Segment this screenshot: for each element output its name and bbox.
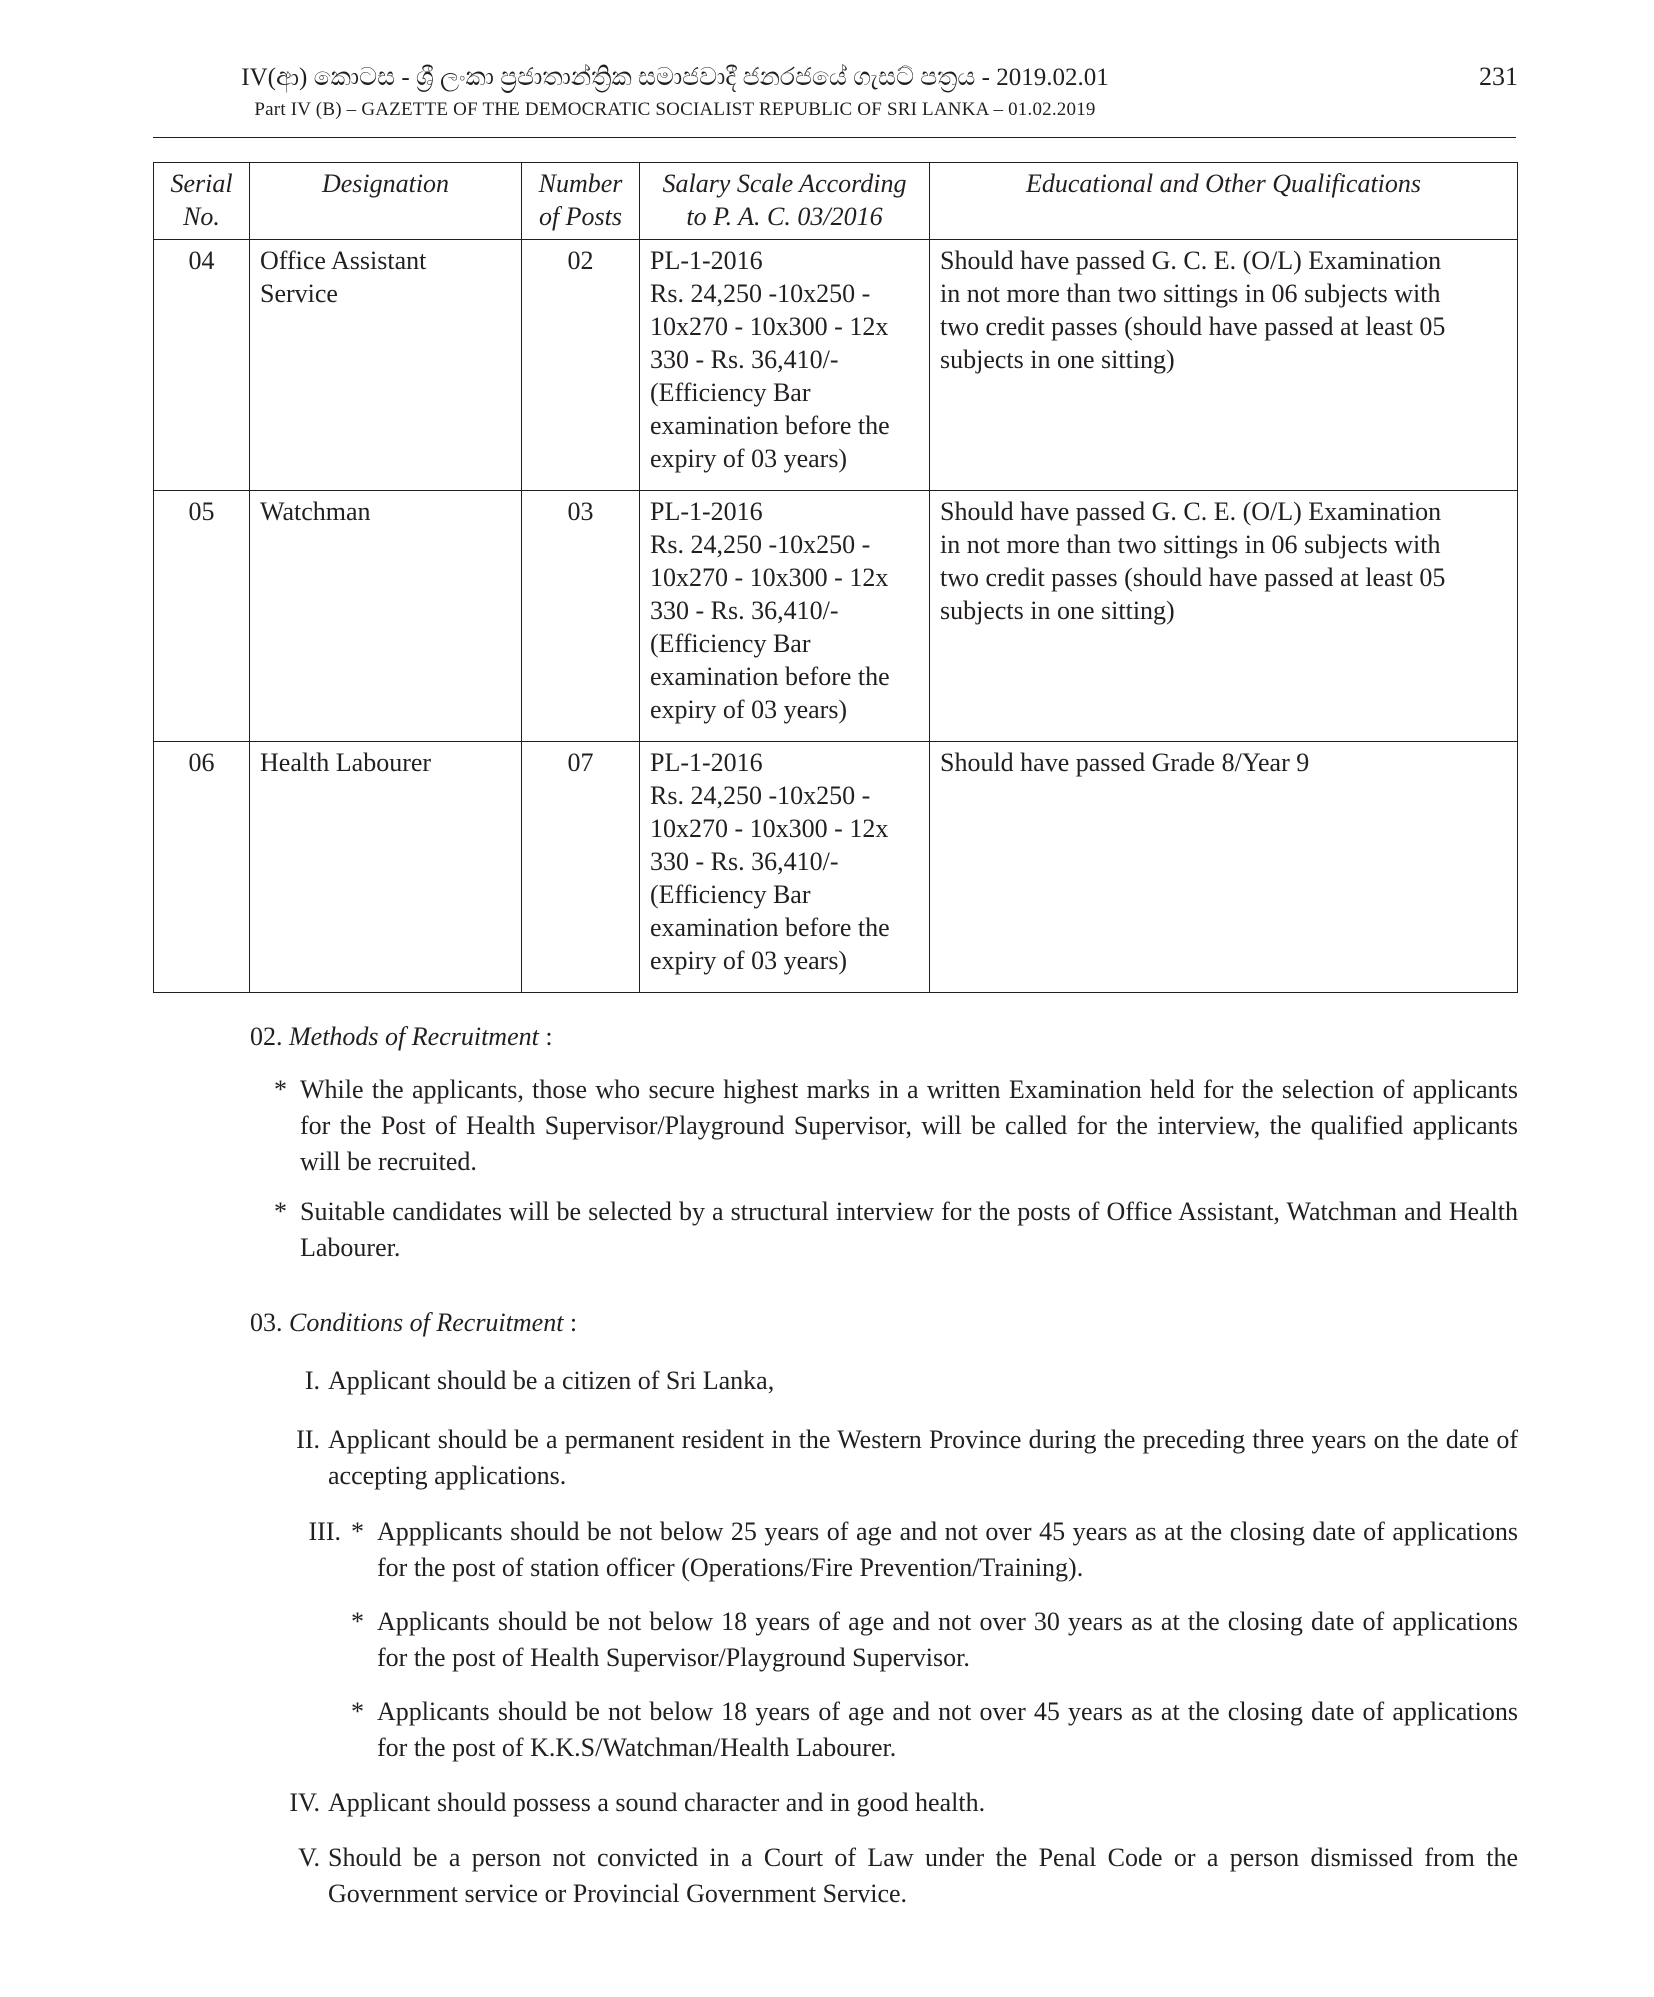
serial-cell: 05 [154,491,250,742]
designation-cell: Office Assistant Service [250,240,522,491]
posts-cell: 03 [522,491,640,742]
header-salary: Salary Scale According to P. A. C. 03/2016 [640,163,930,240]
table-row [154,742,1518,993]
header-sinhala-line: IV(ආ) කොටස - ශ්‍රී ලංකා ප්‍රජාතාන්ත්‍රික සමාජවාදී ජනරජයේ ගැසට් පත්‍රය - 2019.02.01 [241,64,1109,91]
designation-cell: Health Labourer [250,742,522,993]
header-rule [153,137,1516,138]
table-header-row [154,163,1518,240]
conditions-item-i [304,1363,1518,1399]
posts-table [153,162,1518,993]
page-number: 231 [1479,62,1518,91]
salary-cell: PL-1-2016 Rs. 24,250 -10x250 - 10x270 - 10x300 - 12x 330 - Rs. 36,410/- (Efficiency Bar examination before the expiry of 03 years) [640,240,930,491]
designation-cell: Watchman [250,491,522,742]
conditions-item-iii: III. * Appplicants should be not below 25 years of age and not over 45 years as at the closing date of applications for the post of station officer (Operations/Fire Prevention/Training). * Applicants should be not below 18 years of age and not over 30 years as at the closing date of applications for the post of Health Supervisor/Playground Supervisor. * Applicants should be not below 18 years of age and not over 45 years as at the closing date of applications for the post of K.K.S/Watchman/Health Labourer. [377,1514,1518,1766]
serial-cell: 06 [154,742,250,993]
conditions-heading: 03. Conditions of Recruitment : [250,1308,578,1337]
methods-section [250,1019,1518,1055]
list-item: I. Applicant should be a citizen of Sri Lanka, [304,1366,775,1395]
list-item: * Applicants should be not below 18 years of age and not over 45 years as at the closing date of applications for the post of K.K.S/Watchman/Health Labourer. [351,1697,1518,1762]
conditions-section [250,1305,1518,1341]
list-item: * Suitable candidates will be selected by a structural interview for the posts of Office Assistant, Watchman and Health Labourer. [274,1197,1518,1262]
salary-cell: PL-1-2016 Rs. 24,250 -10x250 - 10x270 - 10x300 - 12x 330 - Rs. 36,410/- (Efficiency Bar examination before the expiry of 03 years) [640,491,930,742]
qualifications-cell: Should have passed G. C. E. (O/L) Examination in not more than two sittings in 06 subjects with two credit passes (should have passed at least 05 subjects in one sitting) [930,491,1518,742]
posts-cell: 02 [522,240,640,491]
posts-cell: 07 [522,742,640,993]
list-item: IV. Applicant should possess a sound character and in good health. [289,1788,986,1817]
conditions-item-v [298,1840,1518,1912]
header-serial: Serial No. [154,163,250,240]
methods-heading: 02. Methods of Recruitment : [250,1022,553,1051]
list-item: V. Should be a person not convicted in a Court of Law under the Penal Code or a person dismissed from the Government service or Provincial Government Service. [298,1843,1518,1908]
list-item: II. Applicant should be a permanent resident in the Western Province during the preceding three years on the date of accepting applications. [296,1425,1518,1490]
list-item: * While the applicants, those who secure highest marks in a written Examination held for the selection of applicants for the Post of Health Supervisor/Playground Supervisor, will be called for the interview, the qualified applicants will be recruited. [274,1075,1518,1176]
methods-list [274,1072,1518,1266]
salary-cell: PL-1-2016 Rs. 24,250 -10x250 - 10x270 - 10x300 - 12x 330 - Rs. 36,410/- (Efficiency Bar examination before the expiry of 03 years) [640,742,930,993]
table-row [154,240,1518,491]
list-item: * Applicants should be not below 18 years of age and not over 30 years as at the closing date of applications for the post of Health Supervisor/Playground Supervisor. [351,1607,1518,1672]
header-qualifications: Educational and Other Qualifications [930,163,1518,240]
header-posts: Number of Posts [522,163,640,240]
list-item: * Appplicants should be not below 25 years of age and not over 45 years as at the closing date of applications for the post of station officer (Operations/Fire Prevention/Training). [351,1517,1518,1582]
table-row [154,491,1518,742]
header-designation: Designation [250,163,522,240]
qualifications-cell: Should have passed Grade 8/Year 9 [930,742,1518,993]
qualifications-cell: Should have passed G. C. E. (O/L) Examination in not more than two sittings in 06 subjects with two credit passes (should have passed at least 05 subjects in one sitting) [930,240,1518,491]
header-english-line: Part IV (B) – GAZETTE OF THE DEMOCRATIC SOCIALIST REPUBLIC OF SRI LANKA – 01.02.2019 [254,99,1096,120]
serial-cell: 04 [154,240,250,491]
conditions-item-iv [289,1785,1518,1821]
conditions-item-ii [296,1422,1518,1494]
